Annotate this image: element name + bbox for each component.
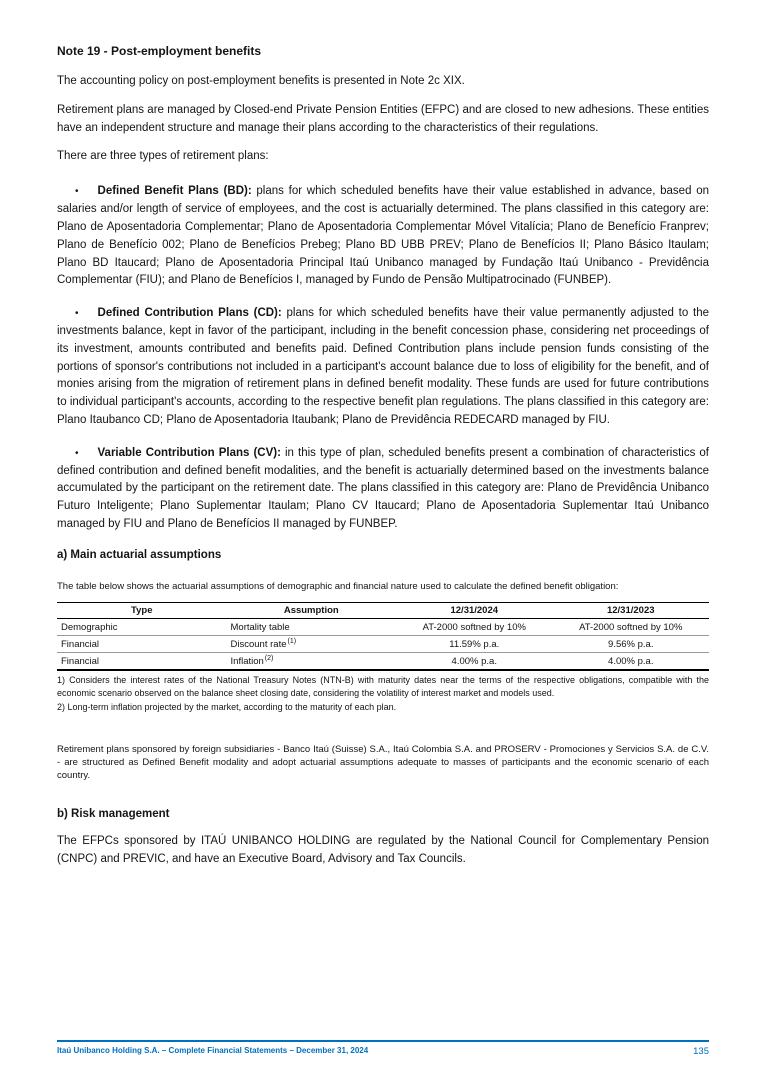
bullet-item-defined-contribution: [57, 305, 709, 430]
table-cell-type: Demographic: [57, 618, 227, 635]
bullet-icon: •: [75, 447, 79, 459]
bullet-text: plans for which scheduled benefits have their value permanently adjusted to the investments balance, kept in favor of the participant, including in the benefit concession phase, considering net proceedings of its investment, amounts contributed and benefits paid. Defined Contribution plans include pension funds consisting of the portions of sponsor's contributions not included in a participant's account balance due to loss of eligibility for the benefit, and of monies arising from the migration of retirement plans in defined benefit modality. These funds are used for future contributions to individual participant's accounts, according to the respective benefit plan regulations. The plans classified in this category are: Plano Itaubanco CD; Plano de Aposentadoria Itaubank; Plano de Previdência REDECARD managed by FIU.: [57, 307, 710, 426]
note-title: Note 19 - Post-employment benefits: [57, 44, 262, 58]
bullet-lead: Defined Benefit Plans (BD):: [97, 185, 252, 198]
paragraph-foreign-subsidiaries: Retirement plans sponsored by foreign subsidiaries - Banco Itaú (Suisse) S.A., Itaú Colombia S.A. and PROSERV - Promociones y Servicios S.A. de C.V. - are structured as Defined Benefit modality and adopt actuarial assumptions adequate to masses of participants and the economic scenario of each country.: [57, 743, 709, 782]
table-cell-2024: AT-2000 softned by 10%: [396, 618, 552, 635]
footnote-ref: (2): [264, 655, 274, 663]
table-header-type: Type: [57, 602, 227, 618]
bullet-text: in this type of plan, scheduled benefits present a combination of characteristics of defined contribution and defined benefit modalities, and the benefit is actuarially determined based on the investments balance accumulated by the participant on the retirement date. The plans classified in this category are: Plano de Previdência Unibanco Futuro Inteligente; Plano Suplementar Itaulam; Plano CV Itaucard; Plano de Aposentadoria Suplementar Itaú Unibanco managed by FIU and Plano de Benefícios II managed by FUNBEP.: [57, 446, 709, 531]
bullet-icon: •: [75, 186, 79, 198]
bullet-item-variable-contribution: [57, 445, 709, 534]
page-footer: [57, 1040, 709, 1057]
assumption-label: Inflation: [230, 656, 264, 668]
page-number: 135: [693, 1046, 709, 1057]
table-cell-2024: 11.59% p.a.: [396, 636, 552, 653]
table-cell-assumption: [227, 636, 397, 653]
table-cell-type: Financial: [57, 636, 227, 653]
table-header-2023: 12/31/2023: [553, 602, 710, 618]
table-header-row: [57, 602, 709, 618]
table-cell-2023: 9.56% p.a.: [553, 636, 710, 653]
footnote-1: 1) Considers the interest rates of the National Treasury Notes (NTN-B) with maturity dates near the terms of the respective obligations, compatible with the economic scenario observed on the balance sheet closing date, considering the volatility of interest market and models used.: [57, 675, 709, 698]
table-cell-2023: AT-2000 softned by 10%: [553, 618, 710, 635]
footer-document-title: Itaú Unibanco Holding S.A. – Complete Financial Statements – December 31, 2024: [57, 1046, 369, 1055]
assumptions-table: [57, 602, 709, 671]
bullet-text: plans for which scheduled benefits have their value established in advance, based on salaries and/or length of service of employees, and the cost is actuarially determined. The plans classified in this category are: Plano de Aposentadoria Complementar; Plano de Aposentadoria Complementar Móvel Vitalícia; Plano de Benefício Franprev; Plano de Benefício 002; Plano de Benefícios Prebeg; Plano BD UBB PREV; Plano de Benefícios II; Plano Básico Itaulam; Plano BD Itaucard; Plano de Aposentadoria Principal Itaú Unibanco managed by Fundação Itaú Unibanco - Previdência Complementar (FIU); and Plano de Benefícios I, managed by Fundo de Pensão Multipatrocinado (FUNBEP).: [57, 185, 710, 287]
table-row: [57, 653, 709, 671]
footnote-2: 2) Long-term inflation projected by the market, according to the maturity of each plan.: [57, 701, 397, 712]
paragraph-three-types: There are three types of retirement plans:: [57, 150, 269, 163]
table-intro-text: The table below shows the actuarial assumptions of demographic and financial nature used to calculate the defined benefit obligation:: [57, 580, 619, 592]
table-footnotes: [57, 674, 709, 712]
bullet-item-defined-benefit: [57, 183, 709, 290]
assumption-label: Mortality table: [230, 622, 290, 634]
section-heading-b: b) Risk management: [57, 808, 170, 821]
bullet-lead: Defined Contribution Plans (CD):: [97, 307, 282, 320]
paragraph-retirement-plans: Retirement plans are managed by Closed-end Private Pension Entities (EFPC) and are closed to new adhesions. These entities have an independent structure and manage their plans according to the characteristics of their regulations.: [57, 103, 709, 134]
paragraph-accounting-policy: The accounting policy on post-employment benefits is presented in Note 2c XIX.: [57, 75, 465, 87]
footnote-ref: (1): [287, 638, 297, 646]
table-header-2024: 12/31/2024: [396, 602, 552, 618]
table-cell-2023: 4.00% p.a.: [608, 655, 654, 667]
table-header-assumption: Assumption: [227, 602, 397, 618]
table-row: [57, 618, 709, 635]
table-cell-assumption: [227, 653, 397, 671]
assumption-label: Discount rate: [230, 639, 287, 651]
bullet-icon: •: [75, 308, 79, 320]
table-cell-2024: 4.00% p.a.: [451, 655, 497, 667]
bullet-lead: Variable Contribution Plans (CV):: [97, 446, 281, 459]
section-heading-a: a) Main actuarial assumptions: [57, 548, 222, 561]
table-row: [57, 636, 709, 653]
table-cell-assumption: [227, 618, 397, 635]
table-cell-type: Financial: [61, 655, 100, 667]
paragraph-risk-management: The EFPCs sponsored by ITAÚ UNIBANCO HOLDING are regulated by the National Council for Complementary Pension (CNPC) and PREVIC, and have an Executive Board, Advisory and Tax Councils.: [57, 835, 709, 866]
